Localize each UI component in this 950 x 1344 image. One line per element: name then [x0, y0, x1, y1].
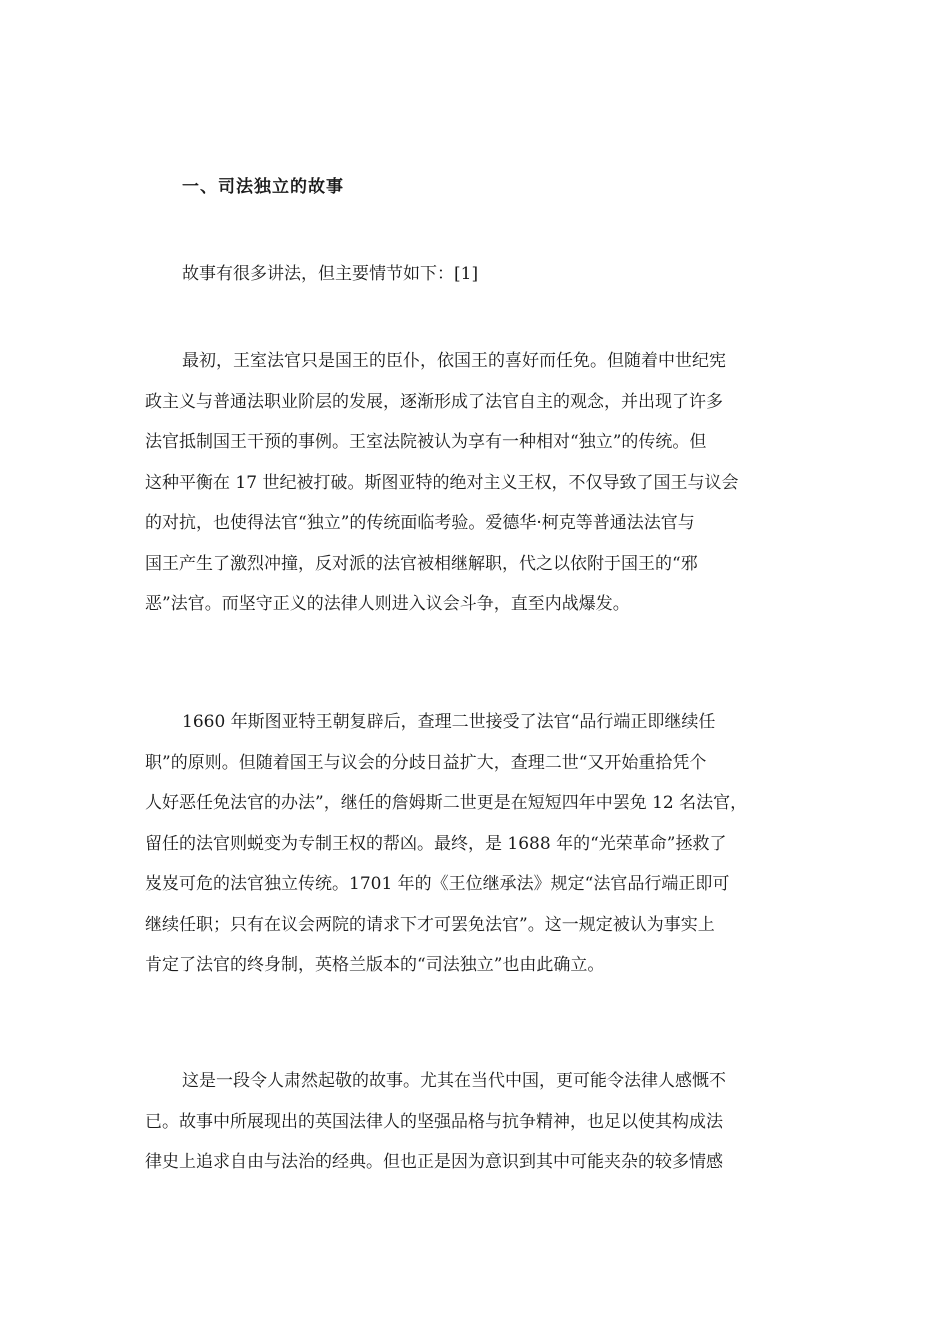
paragraph-intro — [145, 254, 805, 295]
text-line: 法官抵制国王干预的事例。王室法院被认为享有一种相对“独立”的传统。但 — [145, 432, 707, 452]
section-heading: 一、司法独立的故事 — [182, 177, 344, 197]
text-line: 继续任职；只有在议会两院的请求下才可罢免法官”。这一规定被认为事实上 — [145, 914, 715, 935]
text-line: 律史上追求自由与法治的经典。但也正是因为意识到其中可能夹杂的较多情感 — [145, 1152, 723, 1172]
text-line: 这是一段令人肃然起敬的故事。尤其在当代中国，更可能令法律人感慨不 — [182, 1071, 726, 1091]
text-line: 政主义与普通法职业阶层的发展，逐渐形成了法官自主的观念，并出现了许多 — [145, 391, 723, 412]
text-line: 肯定了法官的终身制，英格兰版本的“司法独立”也由此确立。 — [145, 955, 605, 975]
paragraph-reflection — [145, 1061, 805, 1183]
text-line: 留任的法官则蜕变为专制王权的帮凶。最终，是 1688 年的“光荣革命”拯救了 — [145, 833, 727, 854]
paragraph-restoration — [145, 702, 805, 986]
text-line: 这种平衡在 17 世纪被打破。斯图亚特的绝对主义王权，不仅导致了国王与议会 — [145, 472, 739, 493]
text-line: 国王产生了激烈冲撞，反对派的法官被相继解职，代之以依附于国王的“邪 — [145, 553, 698, 574]
paragraph-story-origin — [145, 341, 805, 625]
text-line: 已。故事中所展现出的英国法律人的坚强品格与抗争精神，也足以使其构成法 — [145, 1111, 723, 1132]
text-line: 最初，王室法官只是国王的臣仆，依国王的喜好而任免。但随着中世纪宪 — [182, 351, 726, 371]
text-line: 职”的原则。但随着国王与议会的分歧日益扩大，查理二世“又开始重拾凭个 — [145, 752, 707, 773]
text-line: 故事有很多讲法，但主要情节如下：[1] — [182, 264, 479, 284]
text-line: 的对抗，也使得法官“独立”的传统面临考验。爱德华·柯克等普通法法官与 — [145, 513, 695, 533]
text-line: 人好恶任免法官的办法”，继任的詹姆斯二世更是在短短四年中罢免 12 名法官， — [145, 793, 748, 813]
text-line: 1660 年斯图亚特王朝复辟后，查理二世接受了法官“品行端正即继续任 — [182, 712, 716, 732]
text-line: 恶”法官。而坚守正义的法律人则进入议会斗争，直至内战爆发。 — [145, 594, 630, 614]
text-line: 岌岌可危的法官独立传统。1701 年的《王位继承法》规定“法官品行端正即可 — [145, 874, 730, 894]
